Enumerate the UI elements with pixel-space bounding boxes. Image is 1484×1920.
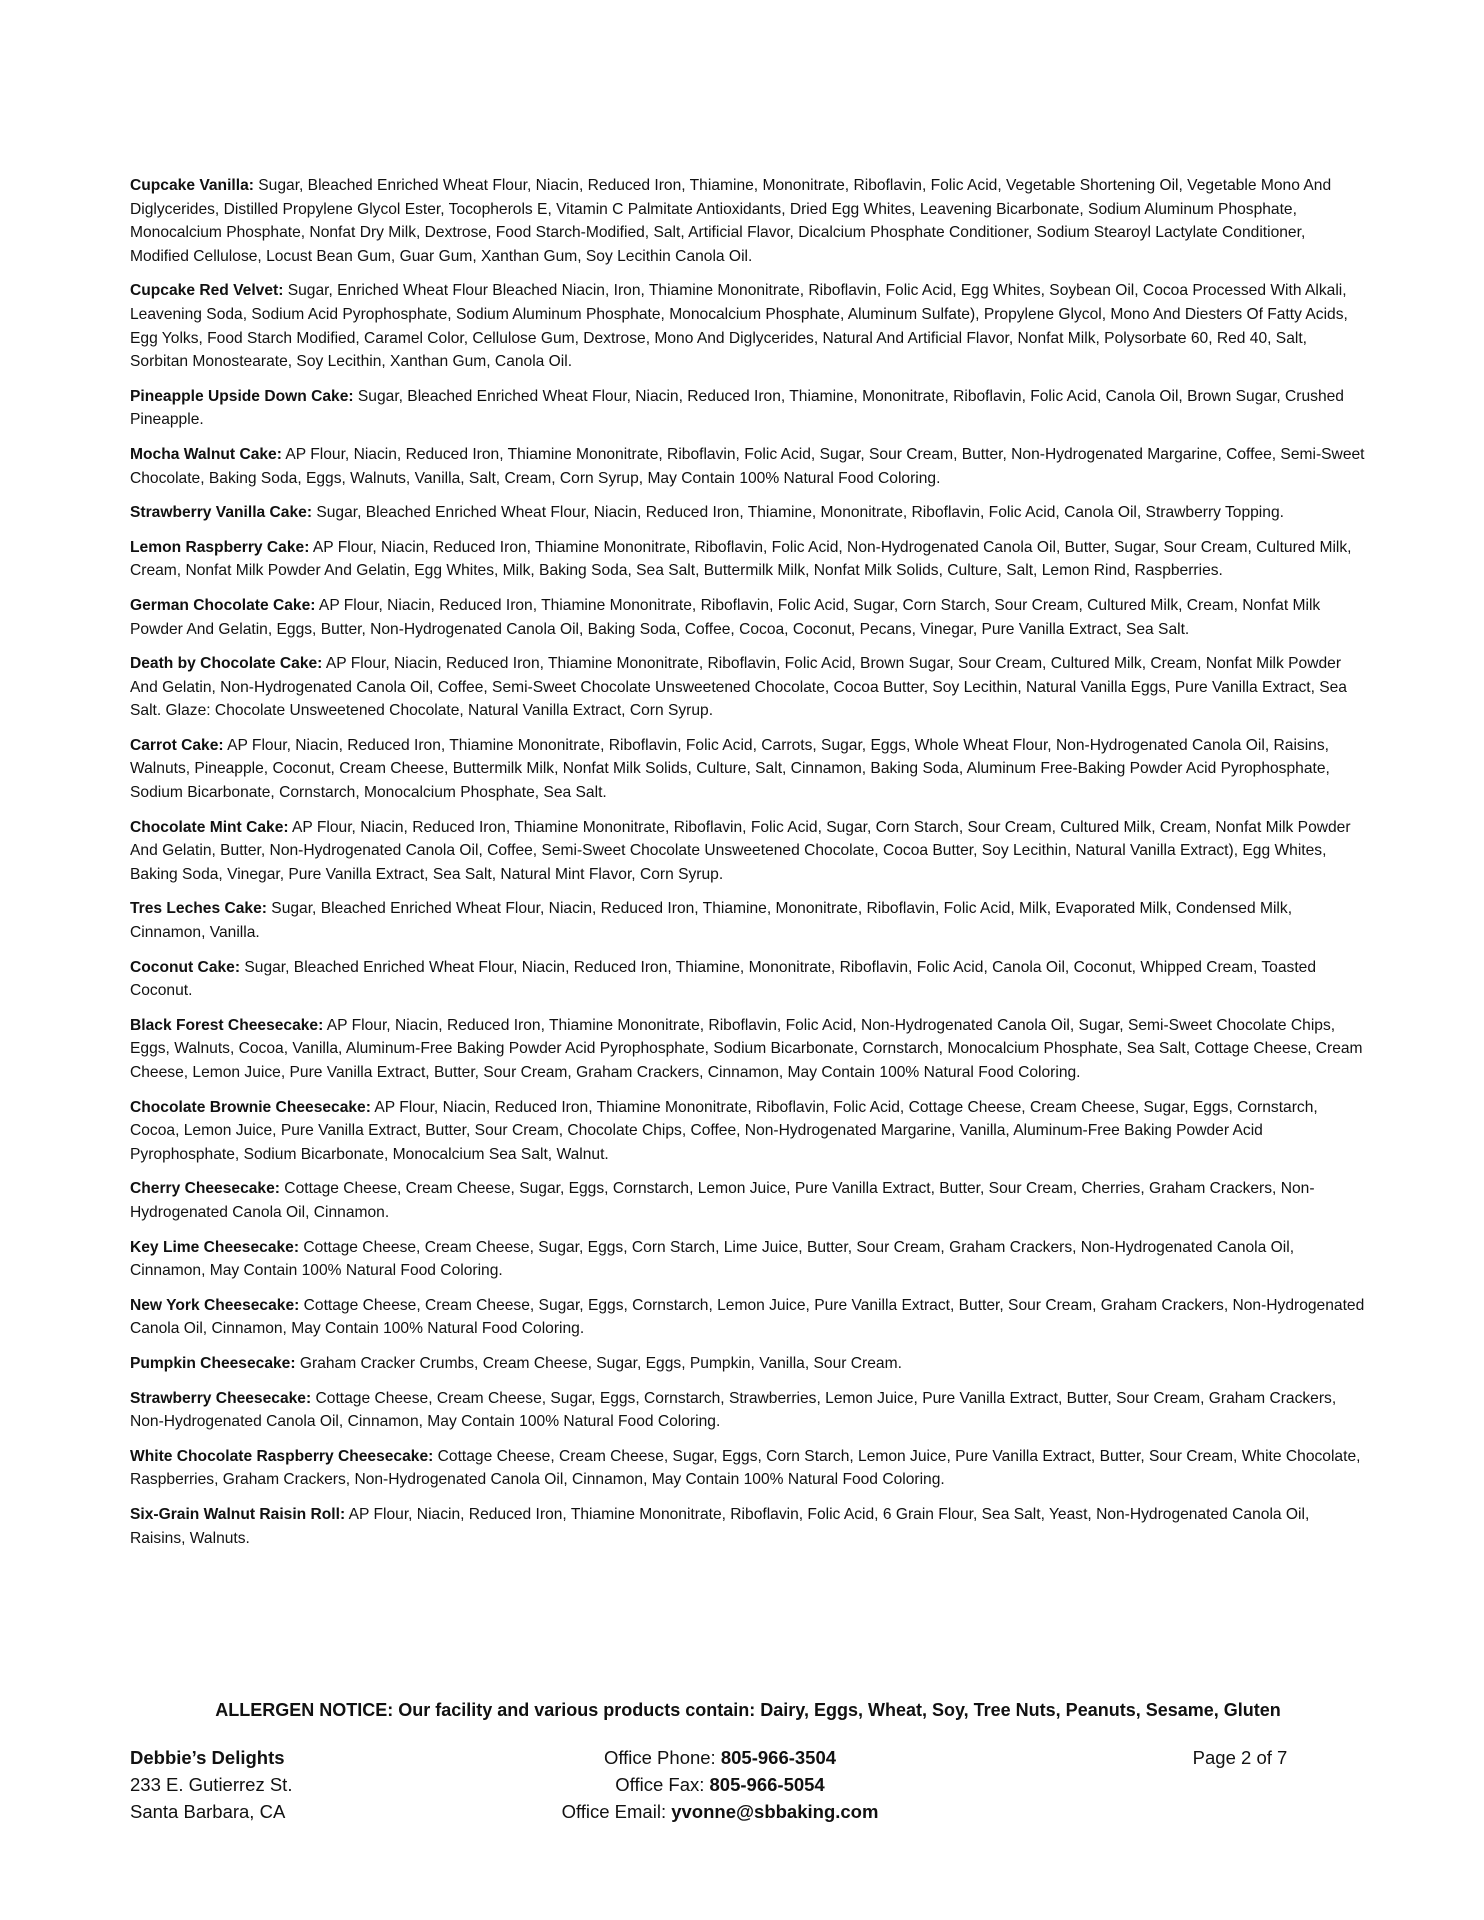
product-name: Coconut Cake:: [130, 958, 241, 976]
ingredient-entry: [130, 385, 1366, 432]
ingredients-text: Sugar, Bleached Enriched Wheat Flour, Niacin, Reduced Iron, Thiamine, Mononitrate, Riboflavin, Folic Acid, Canola Oil, Strawberry Topping.: [312, 504, 1284, 522]
product-name: Key Lime Cheesecake:: [130, 1238, 300, 1256]
ingredients-text: Cottage Cheese, Cream Cheese, Sugar, Eggs, Cornstarch, Lemon Juice, Pure Vanilla Extract, Butter, Sour Cream, Graham Crackers, Non-Hydrogenated Canola Oil, Cinnamon, May Contain 100% Natural Food Coloring.: [130, 1296, 1365, 1338]
product-name: Cupcake Red Velvet:: [130, 282, 284, 300]
ingredients-text: Sugar, Bleached Enriched Wheat Flour, Niacin, Reduced Iron, Thiamine, Mononitrate, Riboflavin, Folic Acid, Canola Oil, Coconut, Whipped Cream, Toasted Coconut.: [130, 958, 1316, 1000]
ingredient-entry: [130, 956, 1366, 1003]
ingredients-text: Graham Cracker Crumbs, Cream Cheese, Sugar, Eggs, Pumpkin, Vanilla, Sour Cream.: [295, 1354, 902, 1372]
ingredients-text: Sugar, Bleached Enriched Wheat Flour, Niacin, Reduced Iron, Thiamine, Mononitrate, Riboflavin, Folic Acid, Vegetable Shortening Oil, Vegetable Mono And Diglycerides, Distilled Propylene Glycol Ester, Tocopherols E, Vitamin C Palmitate Antioxidants, Dried Egg Whites, Leavening Bicarbonate, Sodium Aluminum Phosphate, Monocalcium Phosphate, Nonfat Dry Milk, Dextrose, Food Starch-Modified, Salt, Artificial Flavor, Dicalcium Phosphate Conditioner, Sodium Stearoyl Lactylate Conditioner, Modified Cellulose, Locust Bean Gum, Guar Gum, Xanthan Gum, Soy Lecithin Canola Oil.: [130, 177, 1332, 265]
ingredient-entry: [130, 897, 1366, 944]
office-phone: [510, 1744, 930, 1771]
company-name: Debbie’s Delights: [130, 1747, 285, 1768]
office-fax-label: Office Fax:: [615, 1774, 710, 1795]
ingredients-text: AP Flour, Niacin, Reduced Iron, Thiamine Mononitrate, Riboflavin, Folic Acid, 6 Grain Flour, Sea Salt, Yeast, Non-Hydrogenated Canola Oil, Raisins, Walnuts.: [130, 1505, 1310, 1547]
product-name: New York Cheesecake:: [130, 1296, 300, 1314]
product-name: Tres Leches Cake:: [130, 900, 267, 918]
ingredients-text: Sugar, Enriched Wheat Flour Bleached Niacin, Iron, Thiamine Mononitrate, Riboflavin, Folic Acid, Egg Whites, Soybean Oil, Cocoa Processed With Alkali, Leavening Soda, Sodium Acid Pyrophosphate, Sodium Aluminum Phosphate, Monocalcium Phosphate, Aluminum Sulfate), Propylene Glycol, Mono And Diesters Of Fatty Acids, Egg Yolks, Food Starch Modified, Caramel Color, Cellulose Gum, Dextrose, Mono And Diglycerides, Natural And Artificial Flavor, Nonfat Milk, Polysorbate 60, Red 40, Salt, Sorbitan Monostearate, Soy Lecithin, Xanthan Gum, Canola Oil.: [130, 282, 1348, 371]
ingredient-entry: [130, 1352, 1366, 1376]
ingredient-entry: [130, 1445, 1366, 1492]
ingredients-text: AP Flour, Niacin, Reduced Iron, Thiamine Mononitrate, Riboflavin, Folic Acid, Non-Hydrogenated Canola Oil, Sugar, Semi-Sweet Chocolate Chips, Eggs, Walnuts, Cocoa, Vanilla, Aluminum-Free Baking Powder Acid Pyrophosphate, Sodium Bicarbonate, Cornstarch, Monocalcium Phosphate, Sea Salt, Cottage Cheese, Cream Cheese, Lemon Juice, Pure Vanilla Extract, Butter, Sour Cream, Graham Crackers, Cinnamon, May Contain 100% Natural Food Coloring.: [130, 1016, 1363, 1081]
ingredient-entry: [130, 536, 1366, 583]
ingredients-text: Cottage Cheese, Cream Cheese, Sugar, Eggs, Cornstarch, Strawberries, Lemon Juice, Pure Vanilla Extract, Butter, Sour Cream, Graham Crackers, Non-Hydrogenated Canola Oil, Cinnamon, May Contain 100% Natural Food Coloring.: [130, 1389, 1337, 1431]
product-name: Chocolate Brownie Cheesecake:: [130, 1098, 371, 1116]
ingredient-entry: [130, 1503, 1366, 1550]
ingredient-entry: [130, 1387, 1366, 1434]
office-fax-number: 805-966-5054: [709, 1774, 825, 1795]
ingredients-text: AP Flour, Niacin, Reduced Iron, Thiamine Mononitrate, Riboflavin, Folic Acid, Carrots, Sugar, Eggs, Whole Wheat Flour, Non-Hydrogenated Canola Oil, Raisins, Walnuts, Pineapple, Coconut, Cream Cheese, Buttermilk Milk, Nonfat Milk Solids, Culture, Salt, Cinnamon, Baking Soda, Aluminum Free-Baking Powder Acid Pyrophosphate, Sodium Bicarbonate, Cornstarch, Monocalcium Phosphate, Sea Salt.: [130, 736, 1330, 802]
ingredient-entry: [130, 279, 1366, 373]
ingredients-text: Sugar, Bleached Enriched Wheat Flour, Niacin, Reduced Iron, Thiamine, Mononitrate, Riboflavin, Folic Acid, Milk, Evaporated Milk, Condensed Milk, Cinnamon, Vanilla.: [130, 900, 1293, 942]
ingredients-text: AP Flour, Niacin, Reduced Iron, Thiamine Mononitrate, Riboflavin, Folic Acid, Non-Hydrogenated Canola Oil, Butter, Sugar, Sour Cream, Cultured Milk, Cream, Nonfat Milk Powder And Gelatin, Egg Whites, Milk, Baking Soda, Sea Salt, Buttermilk Milk, Nonfat Milk Solids, Culture, Salt, Lemon Rind, Raspberries.: [130, 538, 1352, 580]
product-name: Cherry Cheesecake:: [130, 1180, 280, 1198]
office-phone-number: 805-966-3504: [720, 1747, 837, 1768]
ingredient-entry: [130, 594, 1366, 641]
ingredient-entry: [130, 1177, 1366, 1224]
ingredient-entry: [130, 443, 1366, 490]
address-line-1: 233 E. Gutierrez St.: [130, 1774, 293, 1795]
ingredients-text: AP Flour, Niacin, Reduced Iron, Thiamine Mononitrate, Riboflavin, Folic Acid, Brown Sugar, Sour Cream, Cultured Milk, Cream, Nonfat Milk Powder And Gelatin, Non-Hydrogenated Canola Oil, Coffee, Semi-Sweet Chocolate Unsweetened Chocolate, Cocoa Butter, Soy Lecithin, Natural Vanilla Eggs, Pure Vanilla Extract, Sea Salt. Glaze: Chocolate Unsweetened Chocolate, Natural Vanilla Extract, Corn Syrup.: [130, 655, 1347, 720]
product-name: Chocolate Mint Cake:: [130, 818, 289, 836]
ingredients-text: AP Flour, Niacin, Reduced Iron, Thiamine Mononitrate, Riboflavin, Folic Acid, Cottage Cheese, Cream Cheese, Sugar, Eggs, Cornstarch, Cocoa, Lemon Juice, Pure Vanilla Extract, Butter, Sour Cream, Chocolate Chips, Coffee, Non-Hydrogenated Margarine, Vanilla, Aluminum-Free Baking Powder Acid Pyrophosphate, Sodium Bicarbonate, Monocalcium Sea Salt, Walnut.: [130, 1098, 1318, 1163]
ingredient-entry: [130, 734, 1366, 805]
product-name: Death by Chocolate Cake:: [130, 655, 323, 673]
product-name: Cupcake Vanilla:: [130, 177, 254, 194]
product-name: Mocha Walnut Cake:: [130, 445, 282, 463]
ingredients-text: AP Flour, Niacin, Reduced Iron, Thiamine Mononitrate, Riboflavin, Folic Acid, Sugar, Corn Starch, Sour Cream, Cultured Milk, Cream, Nonfat Milk Powder And Gelatin, Butter, Non-Hydrogenated Canola Oil, Coffee, Semi-Sweet Chocolate Unsweetened Chocolate, Cocoa Butter, Soy Lecithin, Natural Vanilla Extract), Egg Whites, Baking Soda, Vinegar, Pure Vanilla Extract, Sea Salt, Natural Mint Flavor, Corn Syrup.: [130, 818, 1351, 883]
product-name: Pumpkin Cheesecake:: [130, 1354, 296, 1372]
product-name: Pineapple Upside Down Cake:: [130, 387, 354, 405]
ingredient-entry: [130, 174, 1366, 268]
ingredients-text: Cottage Cheese, Cream Cheese, Sugar, Eggs, Cornstarch, Lemon Juice, Pure Vanilla Extract, Butter, Sour Cream, Cherries, Graham Crackers, Non-Hydrogenated Canola Oil, Cinnamon.: [130, 1180, 1315, 1221]
office-phone-label: Office Phone:: [603, 1747, 721, 1768]
ingredient-entry: [130, 1014, 1366, 1085]
office-email: [510, 1798, 930, 1825]
product-name: Six-Grain Walnut Raisin Roll:: [130, 1505, 346, 1523]
address-line-2: Santa Barbara, CA: [130, 1801, 286, 1822]
office-fax: [510, 1771, 930, 1798]
product-name: White Chocolate Raspberry Cheesecake:: [130, 1447, 434, 1465]
ingredient-entry: [130, 1236, 1366, 1283]
ingredients-text: Cottage Cheese, Cream Cheese, Sugar, Eggs, Corn Starch, Lemon Juice, Pure Vanilla Extract, Butter, Sour Cream, White Chocolate, Raspberries, Graham Crackers, Non-Hydrogenated Canola Oil, Cinnamon, May Contain 100% Natural Food Coloring.: [130, 1447, 1361, 1489]
ingredient-entry: [130, 1096, 1366, 1167]
product-name: Black Forest Cheesecake:: [130, 1016, 324, 1034]
office-email-label: Office Email:: [561, 1801, 672, 1822]
contact-info: [510, 1744, 930, 1825]
ingredient-entry: [130, 816, 1366, 887]
ingredients-text: AP Flour, Niacin, Reduced Iron, Thiamine Mononitrate, Riboflavin, Folic Acid, Sugar, Corn Starch, Sour Cream, Cultured Milk, Cream, Nonfat Milk Powder And Gelatin, Eggs, Butter, Non-Hydrogenated Canola Oil, Baking Soda, Coffee, Cocoa, Coconut, Pecans, Vinegar, Pure Vanilla Extract, Sea Salt.: [130, 596, 1321, 638]
office-email-address: yvonne@sbbaking.com: [671, 1801, 879, 1822]
product-name: Strawberry Vanilla Cake:: [130, 504, 313, 522]
allergen-notice: ALLERGEN NOTICE: Our facility and various products contain: Dairy, Eggs, Wheat, Soy, Tree Nuts, Peanuts, Sesame, Gluten: [215, 1700, 1281, 1720]
ingredient-entry: [130, 501, 1366, 525]
ingredient-entry: [130, 652, 1366, 723]
ingredient-entry: [130, 1294, 1366, 1341]
product-name: German Chocolate Cake:: [130, 596, 316, 614]
ingredient-list: [130, 174, 1366, 1561]
ingredients-text: Cottage Cheese, Cream Cheese, Sugar, Eggs, Corn Starch, Lime Juice, Butter, Sour Cream, Graham Crackers, Non-Hydrogenated Canola Oil, Cinnamon, May Contain 100% Natural Food Coloring.: [130, 1238, 1295, 1280]
ingredients-text: Sugar, Bleached Enriched Wheat Flour, Niacin, Reduced Iron, Thiamine, Mononitrate, Riboflavin, Folic Acid, Canola Oil, Brown Sugar, Crushed Pineapple.: [130, 387, 1344, 429]
product-name: Lemon Raspberry Cake:: [130, 538, 310, 556]
product-name: Strawberry Cheesecake:: [130, 1389, 312, 1407]
product-name: Carrot Cake:: [130, 736, 224, 754]
company-address: [130, 1744, 430, 1825]
page-number: Page 2 of 7: [1192, 1747, 1288, 1768]
ingredients-text: AP Flour, Niacin, Reduced Iron, Thiamine Mononitrate, Riboflavin, Folic Acid, Sugar, Sour Cream, Butter, Non-Hydrogenated Margarine, Coffee, Semi-Sweet Chocolate, Baking Soda, Eggs, Walnuts, Vanilla, Salt, Cream, Corn Syrup, May Contain 100% Natural Food Coloring.: [130, 445, 1365, 487]
